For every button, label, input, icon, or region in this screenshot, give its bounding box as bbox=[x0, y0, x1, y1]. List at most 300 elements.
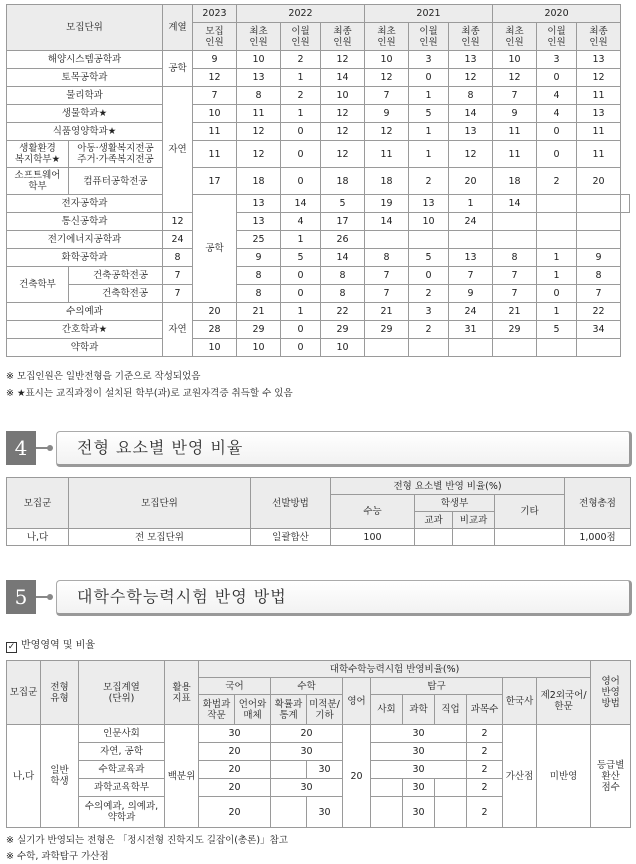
unit-group-cell: 건축학부 bbox=[7, 267, 69, 303]
value-cell: 0 bbox=[537, 285, 577, 303]
recruitment-table bbox=[6, 4, 630, 357]
value-cell: 13 bbox=[409, 195, 449, 213]
value-cell: 29 bbox=[493, 321, 537, 339]
value-cell: 26 bbox=[321, 231, 365, 249]
value-cell: 1 bbox=[537, 267, 577, 285]
note: ※ 수학, 과학탐구 가산점 bbox=[6, 851, 109, 862]
year-header: 2020 bbox=[493, 5, 621, 23]
value-cell: 4 bbox=[281, 213, 321, 231]
value-cell: 13 bbox=[449, 123, 493, 141]
value-cell: 7 bbox=[365, 267, 409, 285]
value-cell: 3 bbox=[409, 303, 449, 321]
value-cell: 7 bbox=[493, 285, 537, 303]
note: ※ 모집인원은 일반전형을 기준으로 작성되었음 bbox=[6, 371, 201, 382]
first-header: 최초 인원 bbox=[493, 23, 537, 51]
value-cell: 0 bbox=[281, 321, 321, 339]
table-row bbox=[7, 141, 630, 168]
final-header: 최종 인원 bbox=[321, 23, 365, 51]
value-cell: 8 bbox=[493, 249, 537, 267]
unit-header: 모집단위 bbox=[69, 478, 251, 529]
value-cell: 0 bbox=[281, 141, 321, 168]
note: ※ ★표시는 교직과정이 설치된 학부(과)로 교원자격증 취득할 수 있음 bbox=[6, 388, 293, 399]
subsection-title: ✓ 반영영역 및 비율 bbox=[7, 640, 95, 652]
field-cell: 공학 bbox=[193, 195, 237, 303]
value-cell: 12 bbox=[449, 141, 493, 168]
value-cell: 9 bbox=[193, 51, 237, 69]
value-cell: 1 bbox=[281, 69, 321, 87]
value-cell: 11 bbox=[577, 141, 621, 168]
value-cell: 20 bbox=[193, 303, 237, 321]
connector bbox=[36, 596, 50, 598]
unit-cell: 식품영양학과★ bbox=[7, 123, 163, 141]
section-number: 4 bbox=[6, 431, 36, 465]
final-header: 최종 인원 bbox=[449, 23, 493, 51]
value-cell: 17 bbox=[193, 168, 237, 195]
value-cell: 12 bbox=[449, 69, 493, 87]
value-cell: 14 bbox=[449, 105, 493, 123]
value-cell: 21 bbox=[493, 303, 537, 321]
unit-cell: 물리학과 bbox=[7, 87, 163, 105]
table-row bbox=[7, 105, 630, 123]
index-header: 활용 지표 bbox=[165, 661, 199, 725]
korean-cell: 20 bbox=[199, 779, 271, 797]
type-cell: 일반 학생 bbox=[41, 725, 79, 828]
value-cell: 9 bbox=[449, 285, 493, 303]
count-cell: 2 bbox=[467, 779, 503, 797]
value-cell bbox=[493, 339, 537, 357]
index-cell: 백분위 bbox=[165, 725, 199, 828]
lang2-header: 제2외국어/ 한문 bbox=[537, 678, 591, 725]
value-cell: 12 bbox=[577, 69, 621, 87]
value-cell: 14 bbox=[493, 195, 537, 213]
value-cell bbox=[537, 213, 577, 231]
value-cell: 12 bbox=[321, 51, 365, 69]
value-cell: 10 bbox=[409, 213, 449, 231]
nonsubject-header: 비교과 bbox=[453, 512, 495, 529]
value-cell bbox=[537, 231, 577, 249]
inquiry-cell: 30 bbox=[371, 761, 467, 779]
value-cell bbox=[409, 231, 449, 249]
check-icon: ✓ bbox=[7, 642, 16, 652]
value-cell: 18 bbox=[493, 168, 537, 195]
year-header: 2022 bbox=[237, 5, 365, 23]
value-cell bbox=[621, 195, 630, 213]
value-cell: 13 bbox=[449, 249, 493, 267]
value-cell: 12 bbox=[321, 123, 365, 141]
value-cell: 12 bbox=[365, 123, 409, 141]
section-number: 5 bbox=[6, 580, 36, 614]
unit-cell: 생물학과★ bbox=[7, 105, 163, 123]
value-cell: 7 bbox=[493, 267, 537, 285]
unit-cell: 인문사회 bbox=[79, 725, 165, 743]
math-cell: 30 bbox=[271, 779, 343, 797]
field-cell: 자연 bbox=[163, 87, 193, 213]
group-header: 모집군 bbox=[7, 661, 41, 725]
unit-cell: 간호학과★ bbox=[7, 321, 163, 339]
value-cell: 12 bbox=[163, 213, 193, 231]
value-cell: 19 bbox=[365, 195, 409, 213]
table-row bbox=[7, 285, 630, 303]
value-cell: 3 bbox=[409, 51, 449, 69]
value-cell: 7 bbox=[193, 87, 237, 105]
value-cell: 7 bbox=[449, 267, 493, 285]
type-header: 전형 유형 bbox=[41, 661, 79, 725]
value-cell bbox=[577, 195, 621, 213]
cell bbox=[453, 529, 495, 546]
group-header: 모집군 bbox=[7, 478, 69, 529]
value-cell: 5 bbox=[281, 249, 321, 267]
value-cell: 11 bbox=[237, 105, 281, 123]
math-cell: 30 bbox=[307, 797, 343, 828]
unit-cell: 화학공학과 bbox=[7, 249, 163, 267]
csat-table bbox=[6, 660, 631, 828]
unit-cell: 전기에너지공학과 bbox=[7, 231, 163, 249]
cell bbox=[495, 529, 565, 546]
connector bbox=[36, 447, 50, 449]
value-cell: 8 bbox=[365, 249, 409, 267]
value-cell: 7 bbox=[365, 285, 409, 303]
value-cell bbox=[577, 213, 621, 231]
value-cell: 10 bbox=[493, 51, 537, 69]
group-cell: 나,다 bbox=[7, 725, 41, 828]
english-header: 영어 bbox=[343, 678, 371, 725]
value-cell: 0 bbox=[281, 285, 321, 303]
value-cell: 34 bbox=[577, 321, 621, 339]
unit-sub-cell: 건축학전공 bbox=[69, 285, 163, 303]
etc-header: 기타 bbox=[495, 495, 565, 529]
value-cell: 12 bbox=[321, 105, 365, 123]
unit-cell: 수학교육과 bbox=[79, 761, 165, 779]
carry-header: 이월 인원 bbox=[281, 23, 321, 51]
value-cell: 0 bbox=[537, 69, 577, 87]
unit-cell: 통신공학과 bbox=[7, 213, 163, 231]
value-cell: 1 bbox=[409, 123, 449, 141]
value-cell: 11 bbox=[193, 141, 237, 168]
year-header: 2023 bbox=[193, 5, 237, 23]
value-cell: 2 bbox=[409, 168, 449, 195]
value-cell: 17 bbox=[321, 213, 365, 231]
value-cell: 9 bbox=[365, 105, 409, 123]
value-cell bbox=[537, 195, 577, 213]
unit-cell: 토목공학과 bbox=[7, 69, 163, 87]
value-cell: 11 bbox=[493, 141, 537, 168]
table-row bbox=[7, 195, 630, 213]
csat-header: 수능 bbox=[331, 495, 415, 529]
inquiry-cell bbox=[371, 779, 403, 797]
value-cell: 8 bbox=[163, 249, 193, 267]
value-cell: 12 bbox=[237, 123, 281, 141]
cell: 일괄합산 bbox=[251, 529, 331, 546]
job-header: 직업 bbox=[435, 695, 467, 725]
unit-cell: 약학과 bbox=[7, 339, 163, 357]
value-cell: 22 bbox=[577, 303, 621, 321]
value-cell: 13 bbox=[237, 69, 281, 87]
cell: 100 bbox=[331, 529, 415, 546]
value-cell: 10 bbox=[237, 51, 281, 69]
value-cell: 0 bbox=[409, 69, 449, 87]
value-cell: 8 bbox=[449, 87, 493, 105]
table-row bbox=[7, 249, 630, 267]
value-cell: 31 bbox=[449, 321, 493, 339]
value-cell: 9 bbox=[237, 249, 281, 267]
unit-sub-cell: 아동·생활복지전공 주거·가족복지전공 bbox=[69, 141, 163, 168]
value-cell: 5 bbox=[321, 195, 365, 213]
korean-header: 국어 bbox=[199, 678, 271, 695]
value-cell: 22 bbox=[321, 303, 365, 321]
value-cell: 7 bbox=[163, 285, 193, 303]
cell: 1,000점 bbox=[565, 529, 631, 546]
value-cell: 24 bbox=[449, 213, 493, 231]
count-header: 과목수 bbox=[467, 695, 503, 725]
section-5-header bbox=[6, 580, 630, 616]
count-cell: 2 bbox=[467, 725, 503, 743]
value-cell: 13 bbox=[449, 51, 493, 69]
table-row bbox=[7, 69, 630, 87]
value-cell bbox=[577, 339, 621, 357]
value-cell: 11 bbox=[193, 123, 237, 141]
value-cell: 11 bbox=[577, 87, 621, 105]
count-cell: 2 bbox=[467, 761, 503, 779]
korean-sub-header: 언어와 매체 bbox=[235, 695, 271, 725]
value-cell: 10 bbox=[365, 51, 409, 69]
unit-cell: 과학교육학부 bbox=[79, 779, 165, 797]
value-cell: 25 bbox=[237, 231, 281, 249]
value-cell: 9 bbox=[493, 105, 537, 123]
value-cell: 13 bbox=[577, 105, 621, 123]
table-row bbox=[7, 303, 630, 321]
history-cell: 가산점 bbox=[503, 725, 537, 828]
table-row bbox=[7, 123, 630, 141]
table-row bbox=[7, 51, 630, 69]
subject-header: 교과 bbox=[415, 512, 453, 529]
unit-sub-cell: 건축공학전공 bbox=[69, 267, 163, 285]
field-header: 계열 bbox=[163, 5, 193, 51]
field-cell: 자연 bbox=[163, 303, 193, 357]
value-cell bbox=[493, 231, 537, 249]
value-cell: 13 bbox=[237, 213, 281, 231]
carry-header: 이월 인원 bbox=[409, 23, 449, 51]
value-cell: 1 bbox=[409, 141, 449, 168]
cell bbox=[415, 529, 453, 546]
value-cell: 1 bbox=[537, 249, 577, 267]
value-cell bbox=[537, 339, 577, 357]
math-header: 수학 bbox=[271, 678, 343, 695]
unit-group-cell: 생활환경 복지학부★ bbox=[7, 141, 69, 168]
cell: 나,다 bbox=[7, 529, 69, 546]
note: ※ 실기가 반영되는 전형은 「정시전형 진학지도 길잡이(총론)」참고 bbox=[6, 835, 288, 846]
recruit-header: 모집 인원 bbox=[193, 23, 237, 51]
value-cell bbox=[365, 231, 409, 249]
value-cell: 2 bbox=[409, 321, 449, 339]
math-cell: 30 bbox=[307, 761, 343, 779]
value-cell: 14 bbox=[365, 213, 409, 231]
inquiry-cell bbox=[371, 797, 403, 828]
value-cell: 2 bbox=[537, 168, 577, 195]
value-cell: 11 bbox=[365, 141, 409, 168]
math-cell bbox=[271, 761, 307, 779]
unit-group-cell: 소프트웨어 학부 bbox=[7, 168, 69, 195]
value-cell: 4 bbox=[537, 87, 577, 105]
unit-cell: 해양시스템공학과 bbox=[7, 51, 163, 69]
korean-cell: 30 bbox=[199, 725, 271, 743]
value-cell bbox=[577, 231, 621, 249]
unit-cell: 수의예과, 의예과, 약학과 bbox=[79, 797, 165, 828]
table-row bbox=[7, 168, 630, 195]
value-cell: 1 bbox=[281, 303, 321, 321]
value-cell: 7 bbox=[577, 285, 621, 303]
method-header: 선발방법 bbox=[251, 478, 331, 529]
count-cell: 2 bbox=[467, 797, 503, 828]
inquiry-cell bbox=[435, 797, 467, 828]
value-cell: 0 bbox=[281, 339, 321, 357]
value-cell: 29 bbox=[365, 321, 409, 339]
value-cell: 8 bbox=[237, 87, 281, 105]
value-cell: 10 bbox=[321, 87, 365, 105]
value-cell: 14 bbox=[281, 195, 321, 213]
value-cell bbox=[449, 339, 493, 357]
inquiry-cell: 30 bbox=[371, 743, 467, 761]
korean-cell: 20 bbox=[199, 761, 271, 779]
value-cell: 1 bbox=[449, 195, 493, 213]
value-cell: 14 bbox=[321, 69, 365, 87]
value-cell: 10 bbox=[321, 339, 365, 357]
value-cell: 1 bbox=[537, 303, 577, 321]
inquiry-cell: 30 bbox=[403, 779, 435, 797]
history-header: 한국사 bbox=[503, 678, 537, 725]
value-cell: 11 bbox=[577, 123, 621, 141]
value-cell bbox=[493, 213, 537, 231]
table-row bbox=[7, 267, 630, 285]
value-cell: 7 bbox=[163, 267, 193, 285]
carry-header: 이월 인원 bbox=[537, 23, 577, 51]
value-cell: 1 bbox=[409, 87, 449, 105]
value-cell: 8 bbox=[577, 267, 621, 285]
value-cell: 28 bbox=[193, 321, 237, 339]
count-cell: 2 bbox=[467, 743, 503, 761]
value-cell bbox=[449, 231, 493, 249]
value-cell: 10 bbox=[193, 339, 237, 357]
value-cell: 11 bbox=[493, 123, 537, 141]
section-title: 대학수학능력시험 반영 방법 bbox=[77, 587, 287, 606]
value-cell bbox=[409, 339, 449, 357]
value-cell: 24 bbox=[163, 231, 193, 249]
field-cell: 공학 bbox=[163, 51, 193, 87]
unit-cell: 수의예과 bbox=[7, 303, 163, 321]
social-header: 사회 bbox=[371, 695, 403, 725]
value-cell: 8 bbox=[321, 285, 365, 303]
ratio-header: 전형 요소별 반영 비율(%) bbox=[331, 478, 565, 495]
table-row bbox=[7, 339, 630, 357]
korean-sub-header: 화법과 작문 bbox=[199, 695, 235, 725]
value-cell: 24 bbox=[449, 303, 493, 321]
value-cell: 4 bbox=[537, 105, 577, 123]
table-row bbox=[7, 87, 630, 105]
value-cell: 0 bbox=[409, 267, 449, 285]
unit-sub-cell: 컴퓨터공학전공 bbox=[69, 168, 163, 195]
inquiry-cell: 30 bbox=[403, 797, 435, 828]
value-cell: 8 bbox=[237, 285, 281, 303]
unit-cell: 자연, 공학 bbox=[79, 743, 165, 761]
value-cell: 21 bbox=[365, 303, 409, 321]
section-title: 전형 요소별 반영 비율 bbox=[77, 438, 244, 457]
value-cell: 10 bbox=[237, 339, 281, 357]
value-cell: 8 bbox=[321, 267, 365, 285]
unit-header: 모집계열 (단위) bbox=[79, 661, 165, 725]
table-row bbox=[7, 321, 630, 339]
first-header: 최초 인원 bbox=[365, 23, 409, 51]
math-cell: 30 bbox=[271, 743, 343, 761]
value-cell: 12 bbox=[321, 141, 365, 168]
value-cell: 20 bbox=[449, 168, 493, 195]
value-cell: 21 bbox=[237, 303, 281, 321]
inquiry-cell bbox=[435, 779, 467, 797]
table-row bbox=[7, 725, 631, 743]
value-cell: 18 bbox=[237, 168, 281, 195]
eng-method-header: 영어 반영 방법 bbox=[591, 661, 631, 725]
value-cell: 18 bbox=[365, 168, 409, 195]
value-cell: 12 bbox=[237, 141, 281, 168]
korean-cell: 20 bbox=[199, 743, 271, 761]
value-cell: 14 bbox=[321, 249, 365, 267]
value-cell: 13 bbox=[577, 51, 621, 69]
value-cell: 12 bbox=[365, 69, 409, 87]
year-header: 2021 bbox=[365, 5, 493, 23]
value-cell: 18 bbox=[321, 168, 365, 195]
value-cell: 7 bbox=[365, 87, 409, 105]
value-cell: 20 bbox=[577, 168, 621, 195]
value-cell: 12 bbox=[193, 69, 237, 87]
korean-cell: 20 bbox=[199, 797, 271, 828]
math-sub-header: 미적분/ 기하 bbox=[307, 695, 343, 725]
math-cell bbox=[271, 797, 307, 828]
value-cell: 0 bbox=[281, 168, 321, 195]
value-cell: 3 bbox=[537, 51, 577, 69]
value-cell: 5 bbox=[409, 105, 449, 123]
value-cell: 2 bbox=[281, 87, 321, 105]
value-cell: 29 bbox=[321, 321, 365, 339]
value-cell: 7 bbox=[493, 87, 537, 105]
inquiry-cell: 30 bbox=[371, 725, 467, 743]
value-cell: 9 bbox=[577, 249, 621, 267]
value-cell: 0 bbox=[281, 123, 321, 141]
unit-cell: 전자공학과 bbox=[7, 195, 163, 213]
science-header: 과학 bbox=[403, 695, 435, 725]
value-cell: 0 bbox=[537, 141, 577, 168]
value-cell: 1 bbox=[281, 105, 321, 123]
value-cell: 1 bbox=[281, 231, 321, 249]
eng-method-cell: 등급별 환산 점수 bbox=[591, 725, 631, 828]
value-cell: 12 bbox=[493, 69, 537, 87]
english-cell: 20 bbox=[343, 725, 371, 828]
cell: 전 모집단위 bbox=[69, 529, 251, 546]
value-cell: 0 bbox=[281, 267, 321, 285]
ratio-header: 대학수학능력시험 반영비율(%) bbox=[199, 661, 591, 678]
value-cell: 2 bbox=[281, 51, 321, 69]
value-cell: 2 bbox=[409, 285, 449, 303]
value-cell: 13 bbox=[237, 195, 281, 213]
math-cell: 20 bbox=[271, 725, 343, 743]
value-cell: 29 bbox=[237, 321, 281, 339]
ratio-table bbox=[6, 477, 631, 546]
table-row bbox=[7, 213, 630, 231]
value-cell: 5 bbox=[537, 321, 577, 339]
first-header: 최초 인원 bbox=[237, 23, 281, 51]
inquiry-header: 탐구 bbox=[371, 678, 503, 695]
value-cell: 8 bbox=[237, 267, 281, 285]
value-cell bbox=[365, 339, 409, 357]
section-4-header bbox=[6, 431, 630, 467]
unit-header: 모집단위 bbox=[7, 5, 163, 51]
